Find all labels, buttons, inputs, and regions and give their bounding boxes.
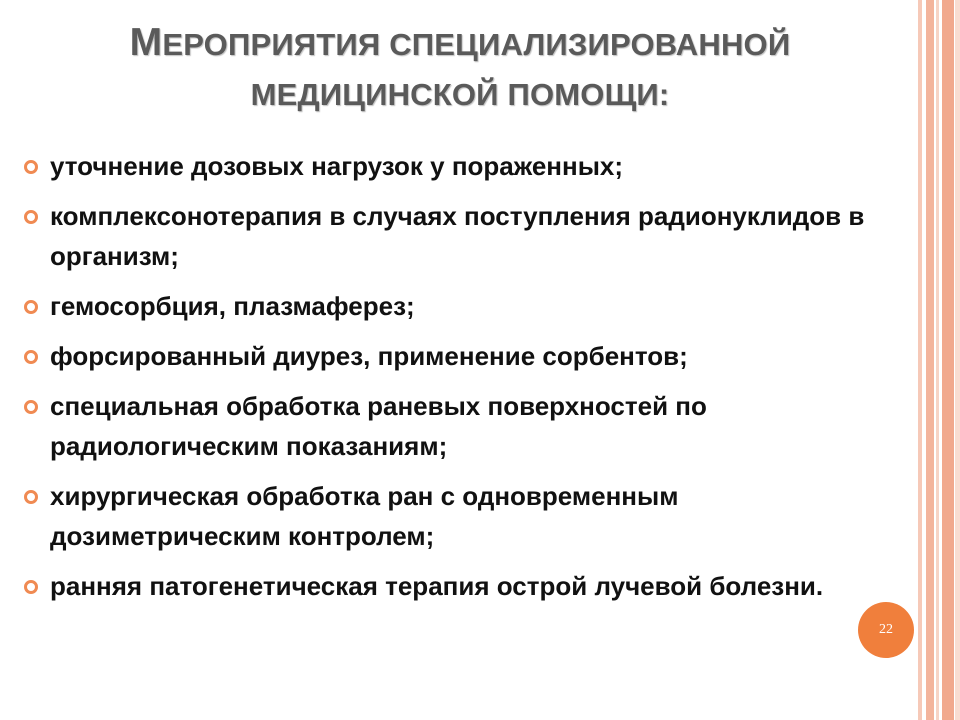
decor-stripe bbox=[918, 0, 922, 720]
decor-stripe bbox=[926, 0, 934, 720]
title-line2: МЕДИЦИНСКОЙ ПОМОЩИ: bbox=[250, 77, 670, 112]
list-item bbox=[20, 336, 880, 376]
bullet-list bbox=[20, 146, 880, 616]
bullet-text: ранняя патогенетическая терапия острой лучевой болезни. bbox=[50, 571, 824, 601]
list-item bbox=[20, 476, 880, 556]
bullet-icon bbox=[24, 400, 38, 414]
bullet-icon bbox=[24, 580, 38, 594]
decor-stripe bbox=[955, 0, 960, 720]
decor-stripe bbox=[936, 0, 939, 720]
list-item bbox=[20, 196, 880, 276]
title-line1-rest: ЕРОПРИЯТИЯ СПЕЦИАЛИЗИРОВАННОЙ bbox=[162, 27, 791, 62]
bullet-icon bbox=[24, 160, 38, 174]
list-item bbox=[20, 386, 880, 466]
decor-stripe bbox=[942, 0, 954, 720]
bullet-text: гемосорбция, плазмаферез; bbox=[50, 291, 415, 321]
bullet-text: хирургическая обработка ран с одновременным дозиметрическим контролем; bbox=[50, 481, 679, 551]
title-initial: М bbox=[129, 21, 163, 64]
list-item bbox=[20, 146, 880, 186]
page-number-badge: 22 bbox=[858, 602, 914, 658]
bullet-icon bbox=[24, 490, 38, 504]
bullet-text: специальная обработка раневых поверхностей по радиологическим показаниям; bbox=[50, 391, 707, 461]
bullet-icon bbox=[24, 210, 38, 224]
list-item bbox=[20, 566, 880, 606]
bullet-icon bbox=[24, 350, 38, 364]
list-item bbox=[20, 286, 880, 326]
slide-title bbox=[60, 18, 860, 120]
bullet-text: уточнение дозовых нагрузок у пораженных; bbox=[50, 151, 624, 181]
bullet-icon bbox=[24, 300, 38, 314]
bullet-text: форсированный диурез, применение сорбентов; bbox=[50, 341, 688, 371]
bullet-text: комплексонотерапия в случаях поступления радионуклидов в организм; bbox=[50, 201, 865, 271]
